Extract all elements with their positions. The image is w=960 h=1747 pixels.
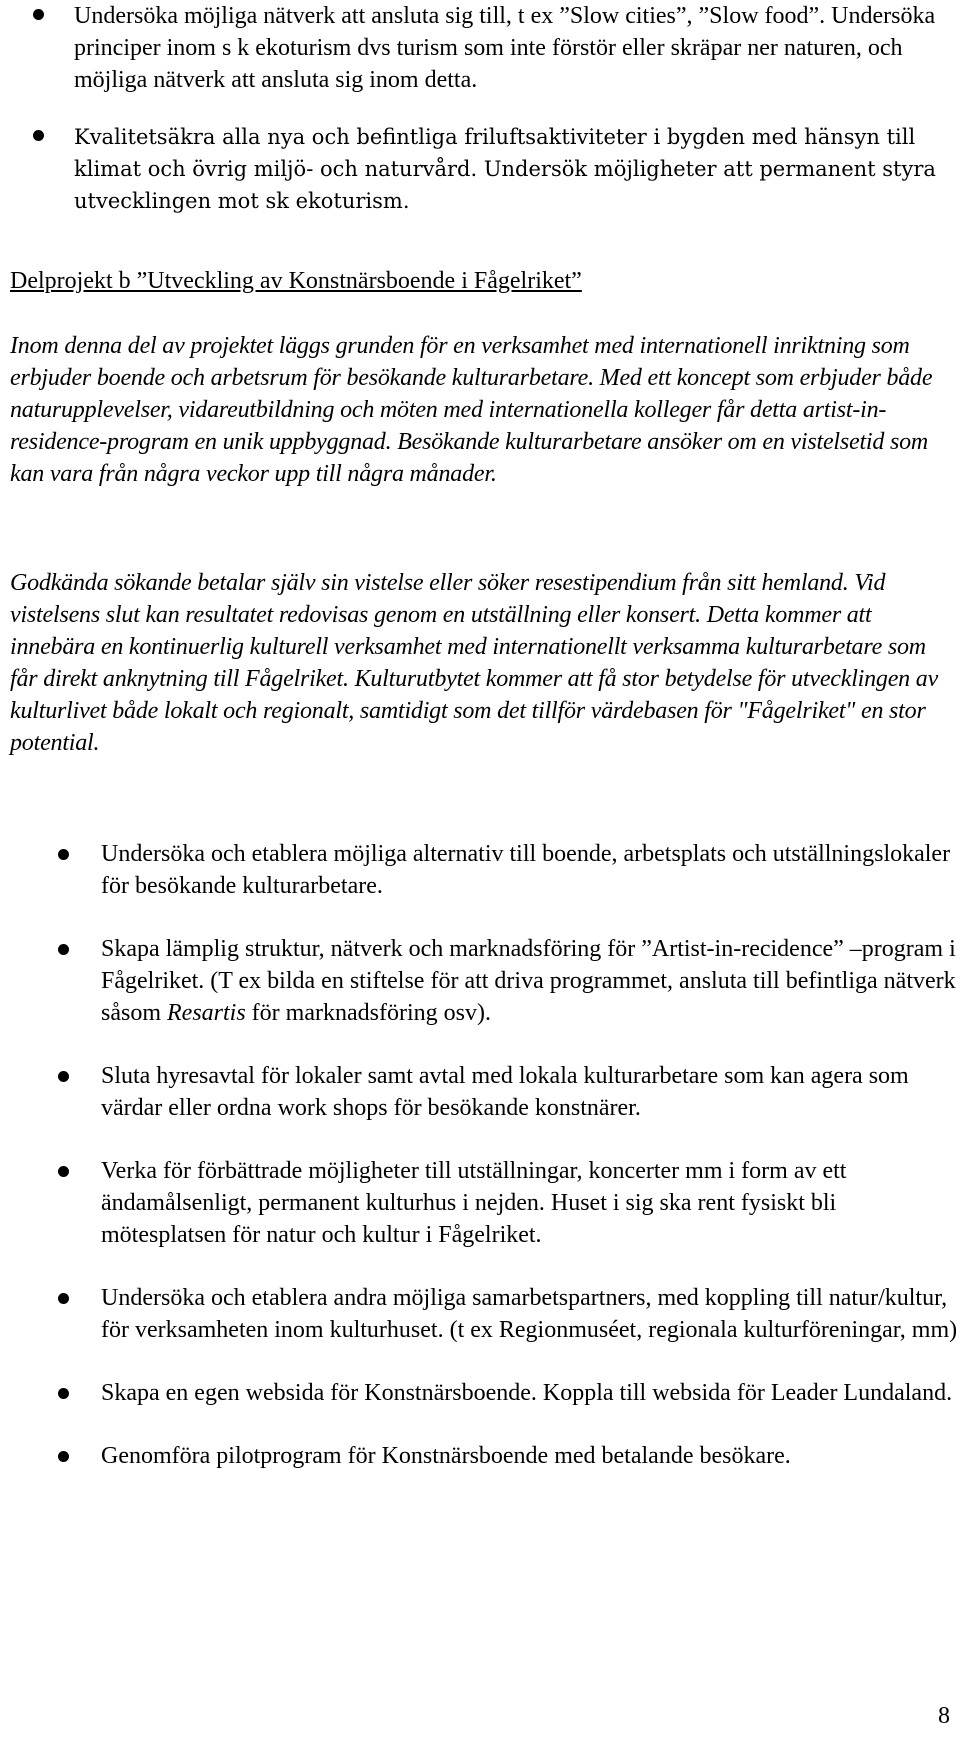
list-item	[10, 1155, 960, 1251]
list-item	[10, 0, 960, 96]
list-item	[10, 933, 960, 1029]
bullet-icon	[33, 9, 44, 20]
list-item	[10, 1282, 960, 1346]
list-item-text: Skapa en egen websida för Konstnärsboende. Koppla till websida för Leader Lundaland.	[101, 1380, 953, 1406]
list-item-text: Skapa lämplig struktur, nätverk och marknadsföring för ”Artist-in-recidence” –program i Fågelriket. (T ex bilda en stiftelse för att driva programmet, ansluta till befintliga nätverk såsom	[101, 936, 956, 1026]
page-number: 8	[938, 1703, 950, 1729]
list-item-text: Undersöka och etablera andra möjliga samarbetspartners, med koppling till natur/kultur, för verksamheten inom kulturhuset. (t ex Regionmuséet, regionala kulturföreningar, mm)	[101, 1285, 958, 1343]
bullet-icon	[33, 130, 44, 141]
list-item-text: Verka för förbättrade möjligheter till utställningar, koncerter mm i form av ett ändamålsenligt, permanent kulturhus i nejden. Huset i sig ska rent fysiskt bli mötesplatsen för natur och kultur i Fågelriket.	[101, 1158, 847, 1248]
bottom-bullet-list	[10, 838, 960, 1472]
paragraph: Inom denna del av projektet läggs grunden för en verksamhet med internationell inriktning som erbjuder boende och arbetsrum för besökande kulturarbetare. Med ett koncept som erbjuder både naturupplevelser, vidareutbildning och möten med internationella kolleger får detta artist-in-residence-program en unik uppbyggnad. Besökande kulturarbetare ansöker om en vistelsetid som kan vara från några veckor upp till några månader.	[10, 333, 933, 487]
bullet-icon	[58, 849, 69, 860]
paragraph: Godkända sökande betalar själv sin vistelse eller söker resestipendium från sitt hemland. Vid vistelsens slut kan resultatet redovisas genom en utställning eller konsert. Detta kommer att innebära en kontinuerlig kulturell verksamhet med internationellt verksamma kulturarbetare som får direkt anknytning till Fågelriket. Kulturutbytet kommer att få stor betydelse för utvecklingen av kulturlivet både lokalt och regionalt, samtidigt som det tillför värdebasen för "Fågelriket" en stor potential.	[10, 570, 939, 756]
list-item	[10, 121, 960, 217]
list-item-text: Sluta hyresavtal för lokaler samt avtal med lokala kulturarbetare som kan agera som värdar eller ordna work shops för besökande konstnärer.	[101, 1063, 909, 1121]
list-item	[10, 1377, 960, 1409]
list-item-text: för marknadsföring osv).	[245, 1000, 491, 1026]
list-item-text: Kvalitetsäkra alla nya och befintliga friluftsaktiviteter i bygden med hänsyn till klimat och övrig miljö- och naturvård. Undersök möjligheter att permanent styra utvecklingen mot sk ekoturism.	[74, 125, 936, 213]
bullet-icon	[58, 1071, 69, 1082]
list-item-text: Undersöka möjliga nätverk att ansluta sig till, t ex ”Slow cities”, ”Slow food”. Undersöka principer inom s k ekoturism dvs turism som inte förstör eller skräpar ner naturen, och möjliga nätverk att ansluta sig inom detta.	[74, 3, 936, 93]
section-heading: Delprojekt b ”Utveckling av Konstnärsboende i Fågelriket”	[10, 268, 582, 294]
bullet-icon	[58, 1166, 69, 1177]
list-item	[10, 838, 960, 902]
list-item-italic-text: Resartis	[167, 1000, 246, 1026]
bullet-icon	[58, 1388, 69, 1399]
bullet-icon	[58, 1293, 69, 1304]
list-item	[10, 1060, 960, 1124]
top-bullet-list	[10, 0, 960, 217]
list-item-text: Undersöka och etablera möjliga alternativ till boende, arbetsplats och utställningslokaler för besökande kulturarbetare.	[101, 841, 951, 899]
bullet-icon	[58, 944, 69, 955]
list-item	[10, 1440, 960, 1472]
bullet-icon	[58, 1451, 69, 1462]
list-item-text: Genomföra pilotprogram för Konstnärsboende med betalande besökare.	[101, 1443, 791, 1469]
